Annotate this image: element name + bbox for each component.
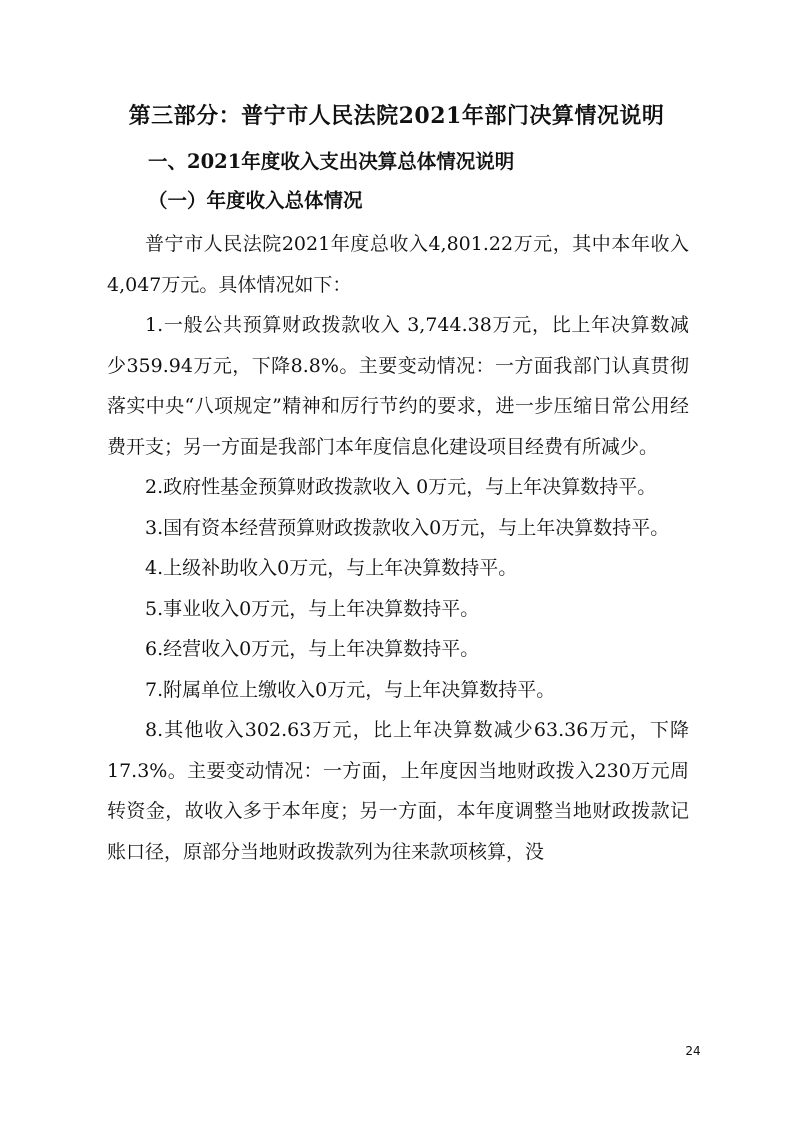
paragraph-item-8: 8.其他收入302.63万元，比上年决算数减少63.36万元，下降17.3%。主要变动情况：一方面，上年度因当地财政拨入230万元周转资金，故收入多于本年度；另一方面，本年度调整当地财政拨款记账口径，原部分当地财政拨款列为往来款项核算，没 xyxy=(107,719,689,863)
subsection-heading: （一）年度收入总体情况 xyxy=(148,189,363,212)
page-number: 24 xyxy=(685,1044,701,1058)
section-heading: 一、2021年度收入支出决算总体情况说明 xyxy=(148,150,515,173)
page-title: 第三部分：普宁市人民法院2021年部门决算情况说明 xyxy=(128,103,665,129)
document-body xyxy=(107,224,689,872)
paragraph-item-4: 4.上级补助收入0万元，与上年决算数持平。 xyxy=(145,557,518,579)
paragraph-item-6: 6.经营收入0万元，与上年决算数持平。 xyxy=(145,638,480,660)
paragraph-summary: 普宁市人民法院2021年度总收入4,801.22万元，其中本年收入4,047万元。具体情况如下： xyxy=(107,233,689,296)
paragraph-item-1: 1.一般公共预算财政拨款收入 3,744.38万元，比上年决算数减少359.94万元，下降8.8%。主要变动情况：一方面我部门认真贯彻落实中央“八项规定”精神和厉行节约的要求，进一步压缩日常公用经费开支；另一方面是我部门本年度信息化建设项目经费有所减少。 xyxy=(107,314,689,458)
paragraph-item-7: 7.附属单位上缴收入0万元，与上年决算数持平。 xyxy=(145,678,556,701)
paragraph-item-2: 2.政府性基金预算财政拨款收入 0万元，与上年决算数持平。 xyxy=(145,476,657,498)
paragraph-item-3: 3.国有资本经营预算财政拨款收入0万元，与上年决算数持平。 xyxy=(145,516,670,539)
paragraph-item-5: 5.事业收入0万元，与上年决算数持平。 xyxy=(145,597,480,620)
